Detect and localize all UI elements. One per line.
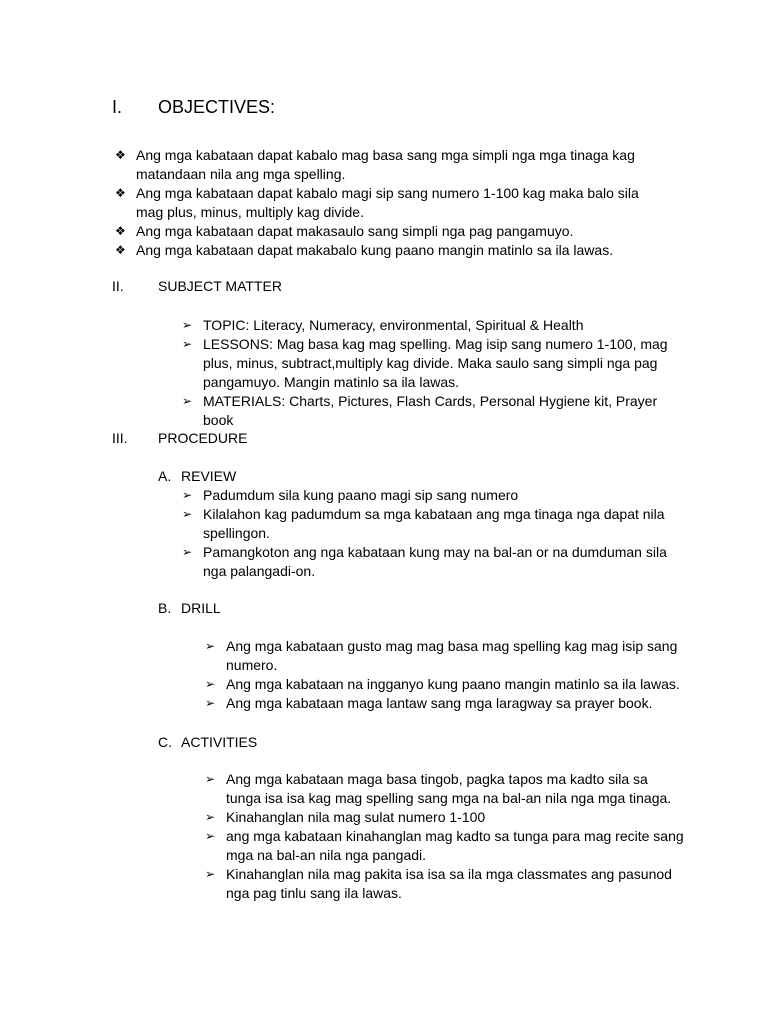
- subject-matter-heading: [112, 277, 282, 296]
- list-item: ➢ Ang mga kabataan na ingganyo kung paano mangin matinlo sa ila lawas.: [205, 676, 680, 692]
- drill-heading: [158, 599, 221, 618]
- subsection-title: REVIEW: [181, 468, 237, 484]
- objectives-list: [115, 146, 656, 260]
- diamond-bullet-icon: ❖: [115, 243, 126, 257]
- list-item: ➢ Pamangkoton ang nga kabataan kung may na bal-an or na dumduman sila nga palangadi-on.: [182, 544, 667, 579]
- list-item: ➢ TOPIC: Literacy, Numeracy, environmental, Spiritual & Health: [182, 317, 584, 333]
- list-item: ➢ Padumdum sila kung paano magi sip sang numero: [182, 487, 519, 503]
- list-item: ➢ Kilalahon kag padumdum sa mga kabataan ang mga tinaga nga dapat nila spellingon.: [182, 506, 665, 541]
- section-number: III.: [112, 430, 128, 446]
- list-item: ➢ Kinahanglan nila mag pakita isa isa sa ila mga classmates ang pasunod nga pag tinlu sang ila lawas.: [205, 866, 672, 901]
- list-item: ➢ MATERIALS: Charts, Pictures, Flash Cards, Personal Hygiene kit, Prayer book: [182, 393, 658, 428]
- list-item: ➢ ang mga kabataan kinahanglan mag kadto sa tunga para mag recite sang mga na bal-an nila nga pangadi.: [205, 828, 684, 863]
- arrow-bullet-icon: ➢: [205, 810, 216, 824]
- subsection-letter: A.: [158, 468, 172, 484]
- activities-list: [205, 770, 686, 903]
- subsection-letter: B.: [158, 600, 172, 616]
- arrow-bullet-icon: ➢: [182, 394, 193, 408]
- arrow-bullet-icon: ➢: [182, 318, 193, 332]
- subsection-letter: C.: [158, 734, 172, 750]
- list-item: ❖ Ang mga kabataan dapat makabalo kung paano mangin matinlo sa ila lawas.: [115, 242, 614, 258]
- subsection-title: DRILL: [181, 600, 221, 616]
- procedure-heading: [112, 429, 247, 448]
- review-list: [182, 486, 673, 581]
- arrow-bullet-icon: ➢: [205, 829, 216, 843]
- section-number: II.: [112, 278, 124, 294]
- list-item: ➢ Ang mga kabataan maga basa tingob, pagka tapos ma kadto sila sa tunga isa isa kag mag spelling sang mga na bal-an nila nga mga tinaga.: [205, 771, 672, 806]
- diamond-bullet-icon: ❖: [115, 186, 126, 200]
- arrow-bullet-icon: ➢: [205, 867, 216, 881]
- arrow-bullet-icon: ➢: [205, 639, 216, 653]
- list-item: ❖ Ang mga kabataan dapat kabalo mag basa sang mga simpli nga mga tinaga kag matandaan nila ang mga spelling.: [115, 147, 635, 182]
- arrow-bullet-icon: ➢: [205, 772, 216, 786]
- section-title: PROCEDURE: [158, 430, 248, 446]
- arrow-bullet-icon: ➢: [182, 337, 193, 351]
- list-item: ➢ Ang mga kabataan gusto mag mag basa mag spelling kag mag isip sang numero.: [205, 638, 678, 673]
- objectives-heading: [112, 95, 275, 119]
- arrow-bullet-icon: ➢: [182, 507, 193, 521]
- subject-matter-list: [182, 316, 683, 430]
- review-heading: [158, 467, 236, 486]
- activities-heading: [158, 733, 257, 752]
- list-item: ➢ LESSONS: Mag basa kag mag spelling. Mag isip sang numero 1-100, mag plus, minus, subtract,multiply kag divide. Maka saulo sang simpli nga pag pangamuyo. Mangin matinlo sa ila lawas.: [182, 336, 668, 390]
- list-item: ➢ Ang mga kabataan maga lantaw sang mga laragway sa prayer book.: [205, 695, 653, 711]
- subsection-title: ACTIVITIES: [181, 734, 258, 750]
- drill-list: [205, 637, 686, 713]
- arrow-bullet-icon: ➢: [182, 488, 193, 502]
- list-item: ❖ Ang mga kabataan dapat makasaulo sang simpli nga pag pangamuyo.: [115, 223, 574, 239]
- diamond-bullet-icon: ❖: [115, 224, 126, 238]
- section-number: I.: [112, 97, 123, 117]
- diamond-bullet-icon: ❖: [115, 148, 126, 162]
- arrow-bullet-icon: ➢: [205, 677, 216, 691]
- list-item: ❖ Ang mga kabataan dapat kabalo magi sip sang numero 1-100 kag maka balo sila mag plus, minus, multiply kag divide.: [115, 185, 639, 220]
- list-item: ➢ Kinahanglan nila mag sulat numero 1-100: [205, 809, 486, 825]
- arrow-bullet-icon: ➢: [205, 696, 216, 710]
- arrow-bullet-icon: ➢: [182, 545, 193, 559]
- section-title: SUBJECT MATTER: [158, 278, 282, 294]
- section-title: OBJECTIVES:: [158, 97, 276, 117]
